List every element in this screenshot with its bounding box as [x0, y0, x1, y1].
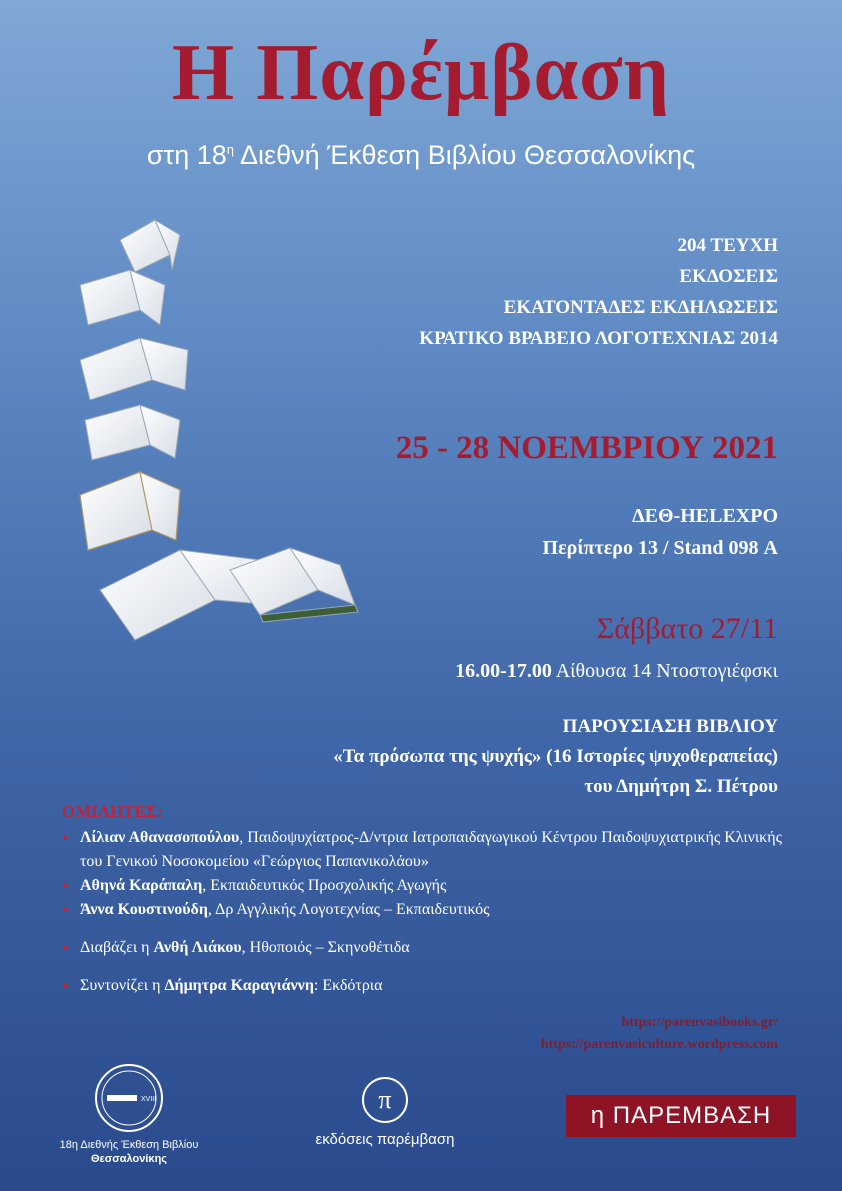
book-icon [80, 270, 165, 325]
event-day: Σάββατο 27/11 [596, 612, 778, 645]
book-icon [80, 472, 180, 550]
speakers-heading: ΟΜΙΛΗΤΕΣ: [62, 802, 163, 821]
speaker-name: Αθηνά Καράπαλη [80, 877, 203, 894]
fact-item: ΕΚΔΟΣΕΙΣ [679, 266, 778, 287]
event-dates: 25 - 28 ΝΟΕΜΒΡΙΟΥ 2021 [395, 430, 778, 466]
speaker-item [62, 874, 782, 898]
speaker-role: , Παιδοψυχίατρος-Δ/ντρια Ιατροπαιδαγωγικού Κέντρου Παιδοψυχιατρικής Κλινικής του Γενικού Νοσοκομείου «Γεώργιος Παπανικολάου» [80, 829, 782, 870]
reader-pre: Διαβάζει η [80, 939, 154, 956]
event-time [158, 660, 778, 683]
moderator-pre: Συντονίζει η [80, 977, 165, 994]
fair-city: Θεσσαλονίκης [90, 1153, 168, 1165]
fair-name: 18η Διεθνής Έκθεση Βιβλίου [59, 1139, 199, 1151]
presentation-author: του Δημήτρη Σ. Πέτρου [584, 776, 778, 797]
event-room: Αίθουσα 14 Ντοστογιέφσκι [551, 660, 778, 682]
presentation-book: «Τα πρόσωπα της ψυχής» (16 Ιστορίες ψυχοθεραπείας) [333, 746, 778, 767]
page-title: Η Παρέμβαση [171, 29, 671, 117]
links [358, 1012, 778, 1056]
moderator-item [62, 974, 782, 998]
speaker-item [62, 898, 782, 922]
book-icon [80, 338, 188, 400]
reader-name: Ανθή Λιάκου [153, 939, 242, 956]
publisher-name: εκδόσεις παρέμβαση [315, 1131, 455, 1148]
speaker-role: , Εκπαιδευτικός Προσχολικής Αγωγής [202, 877, 447, 894]
publisher-symbol: π [378, 1085, 392, 1114]
speaker-name: Λίλιαν Αθανασοπούλου [80, 829, 240, 846]
venue-name: ΔΕΘ-HELEXPO [632, 505, 778, 527]
speaker-role: , Δρ Αγγλικής Λογοτεχνίας – Εκπαιδευτικός [207, 901, 490, 918]
book-icon [120, 220, 180, 272]
venue-stand: Περίπτερο 13 / Stand 098 Α [542, 537, 778, 559]
fact-item: ΕΚΑΤΟΝΤΑΔΕΣ ΕΚΔΗΛΩΣΕΙΣ [503, 297, 778, 318]
moderator-name: Δήμητρα Καραγιάννη [164, 977, 314, 994]
pi-icon [360, 1075, 410, 1125]
moderator-role: : Εκδότρια [313, 977, 383, 994]
culture-link[interactable]: https://parenvasiculture.wordpress.com [540, 1037, 778, 1052]
speakers-section [62, 800, 782, 998]
presentation-heading: ΠΑΡΟΥΣΙΑΣΗ ΒΙΒΛΙΟΥ [562, 716, 778, 737]
magazine-logo: η ΠΑΡΕΜΒΑΣΗ [566, 1095, 796, 1137]
facts-list [258, 230, 778, 354]
reader-item [62, 936, 782, 960]
event-hours: 16.00-17.00 [455, 660, 552, 682]
subtitle-pre: στη 18 [146, 140, 227, 170]
book-presentation [158, 712, 778, 802]
subtitle-post: Διεθνή Έκθεση Βιβλίου Θεσσαλονίκης [234, 140, 696, 170]
fact-item: 204 ΤΕΥΧΗ [677, 235, 778, 256]
subtitle [0, 140, 842, 171]
venue [258, 500, 778, 564]
fair-emblem-mark: XVIII [141, 1096, 157, 1103]
fact-item: ΚΡΑΤΙΚΟ ΒΡΑΒΕΙΟ ΛΟΓΟΤΕΧΝΙΑΣ 2014 [419, 328, 778, 349]
publisher-logo [300, 1075, 470, 1148]
book-icon [85, 405, 180, 460]
speaker-name: Άννα Κουστινούδη [80, 901, 208, 918]
subtitle-sup: η [226, 142, 234, 157]
book-fair-logo [58, 1062, 200, 1166]
books-link[interactable]: https://parenvasibooks.gr/ [621, 1015, 778, 1030]
reader-role: , Ηθοποιός – Σκηνοθέτιδα [241, 939, 410, 956]
fair-emblem-icon [93, 1062, 165, 1134]
speaker-item [62, 826, 782, 874]
